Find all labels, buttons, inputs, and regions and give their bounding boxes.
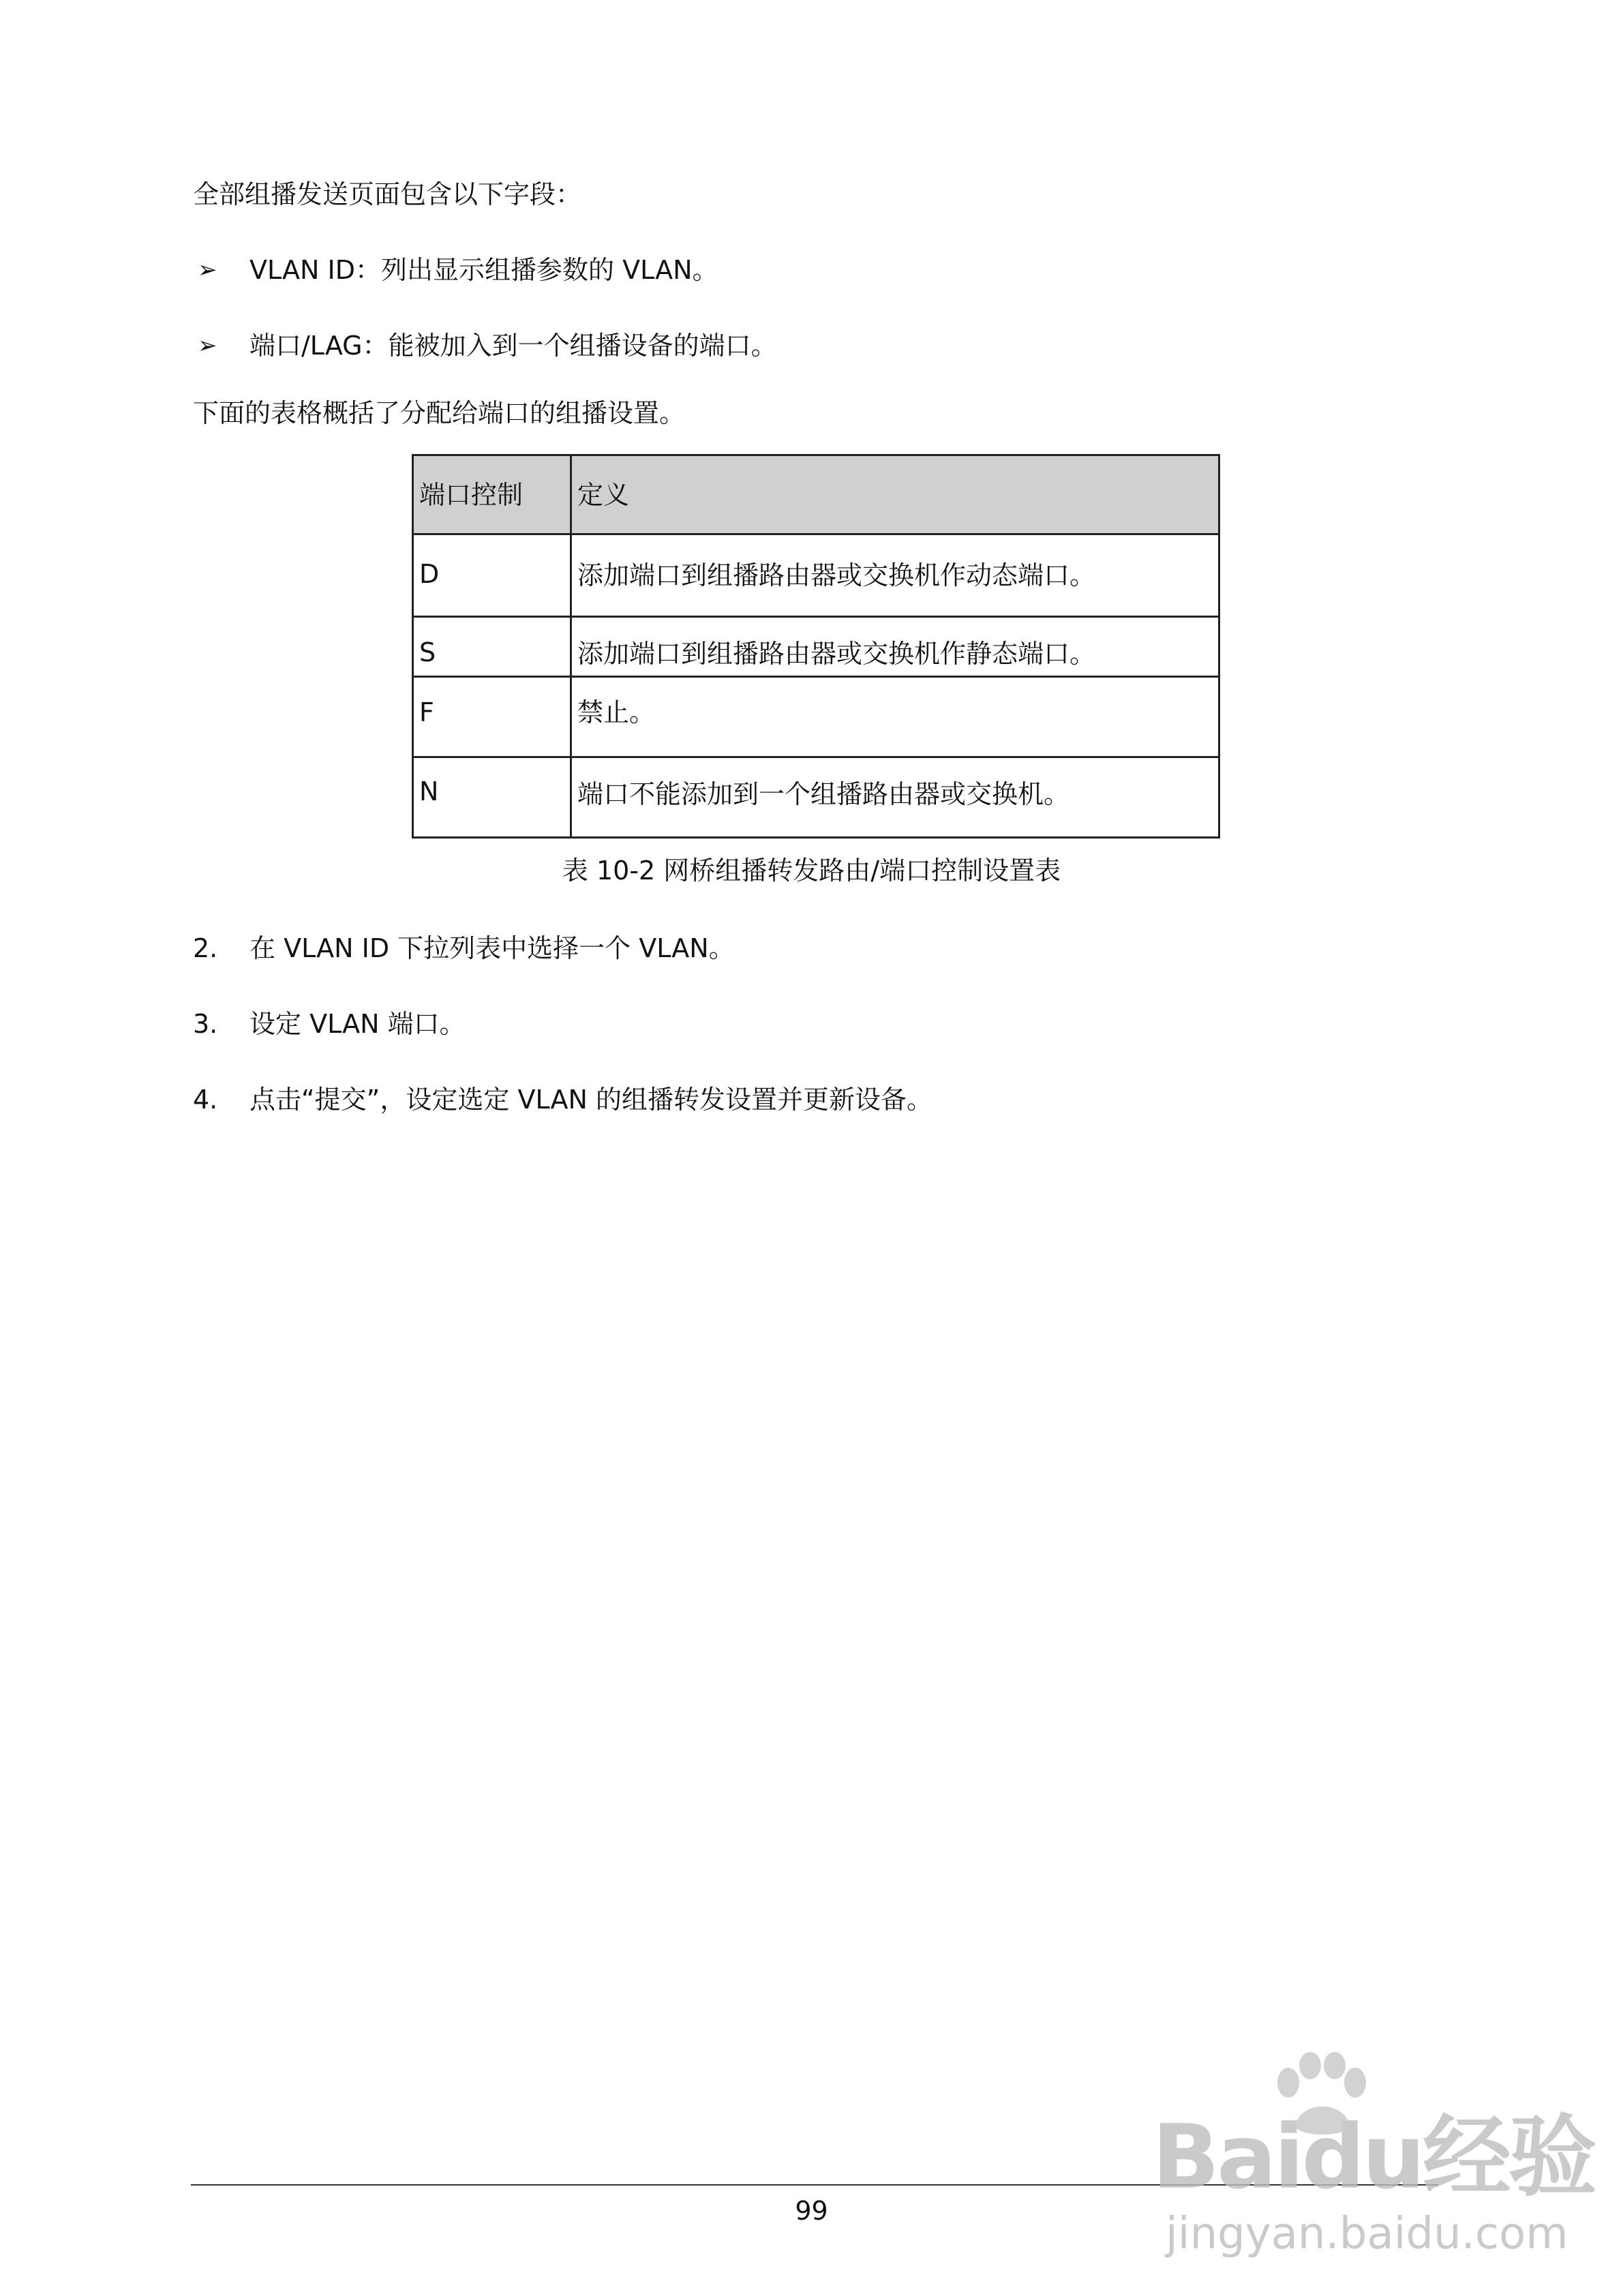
- table-header-cell: 端口控制: [413, 455, 571, 534]
- step-number: 3.: [193, 1009, 218, 1039]
- step-text: 在 VLAN ID 下拉列表中选择一个 VLAN。: [249, 933, 735, 963]
- table-header-row: [413, 455, 1219, 534]
- table-cell-definition: 端口不能添加到一个组播路由器或交换机。: [571, 757, 1219, 838]
- watermark-url: jingyan.baidu.com: [1166, 2209, 1568, 2259]
- table-cell-code: N: [413, 757, 571, 838]
- bullet-vlan-id: VLAN ID：列出显示组播参数的 VLAN。: [249, 255, 718, 285]
- table-cell-code: S: [413, 617, 571, 677]
- bullet-symbol: ➢: [198, 332, 217, 359]
- step-number: 2.: [193, 933, 218, 963]
- table-cell-code: F: [413, 677, 571, 757]
- step-number: 4.: [193, 1085, 218, 1115]
- table-row: [413, 677, 1219, 757]
- table-row: [413, 757, 1219, 838]
- watermark-logo: Baidu经验: [1152, 2105, 1594, 2209]
- bullet-port-lag: 端口/LAG：能被加入到一个组播设备的端口。: [249, 331, 777, 361]
- page-number: 99: [795, 2196, 828, 2226]
- table-row: [413, 534, 1219, 617]
- bullet-symbol: ➢: [198, 256, 217, 284]
- summary-text: 下面的表格概括了分配给端口的组播设置。: [193, 398, 686, 428]
- table-cell-code: D: [413, 534, 571, 617]
- table-cell-definition: 禁止。: [571, 677, 1219, 757]
- port-control-table: [412, 454, 1220, 839]
- step-text: 设定 VLAN 端口。: [249, 1009, 466, 1039]
- table-row: [413, 617, 1219, 677]
- table-caption: 表 10-2 网桥组播转发路由/端口控制设置表: [562, 856, 1061, 886]
- intro-text: 全部组播发送页面包含以下字段：: [193, 179, 582, 209]
- table-cell-definition: 添加端口到组播路由器或交换机作静态端口。: [571, 617, 1219, 677]
- table-header-cell: 定义: [571, 455, 1219, 534]
- step-text: 点击“提交”，设定选定 VLAN 的组播转发设置并更新设备。: [249, 1085, 932, 1115]
- table-cell-definition: 添加端口到组播路由器或交换机作动态端口。: [571, 534, 1219, 617]
